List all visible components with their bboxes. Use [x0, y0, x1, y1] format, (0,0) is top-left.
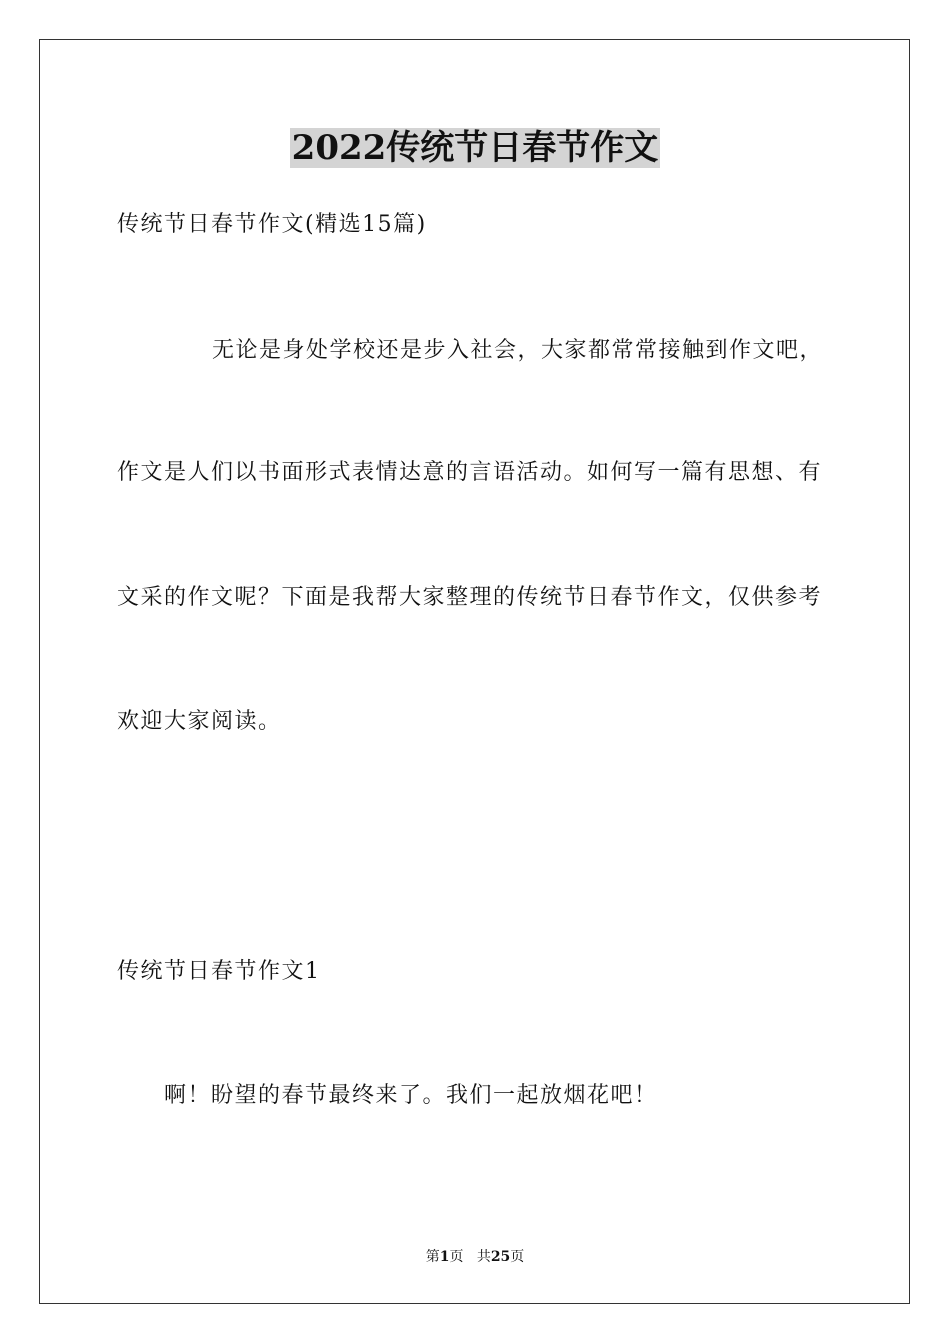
intro-line-4: 欢迎大家阅读。 — [117, 709, 282, 734]
footer-page-suffix: 页 — [449, 1249, 464, 1265]
footer-total-pages: 25 — [490, 1249, 511, 1265]
section-heading: 传统节日春节作文1 — [117, 959, 321, 984]
footer-total-prefix: 共 — [476, 1249, 491, 1265]
document-subtitle: 传统节日春节作文(精选15篇) — [117, 212, 427, 237]
document-title: 2022传统节日春节作文 — [291, 128, 659, 168]
title-container — [0, 128, 950, 168]
page-footer — [0, 1248, 950, 1266]
intro-line-1: 无论是身处学校还是步入社会，大家都常常接触到作文吧， — [212, 338, 824, 363]
footer-page-number: 1 — [439, 1249, 450, 1265]
section-first-line: 啊！盼望的春节最终来了。我们一起放烟花吧！ — [164, 1083, 658, 1108]
footer-prefix: 第 — [425, 1249, 440, 1265]
intro-line-2: 作文是人们以书面形式表情达意的言语活动。如何写一篇有思想、有 — [117, 460, 823, 485]
intro-line-3: 文采的作文呢？下面是我帮大家整理的传统节日春节作文，仅供参考 — [117, 585, 823, 610]
footer-total-suffix: 页 — [510, 1249, 525, 1265]
